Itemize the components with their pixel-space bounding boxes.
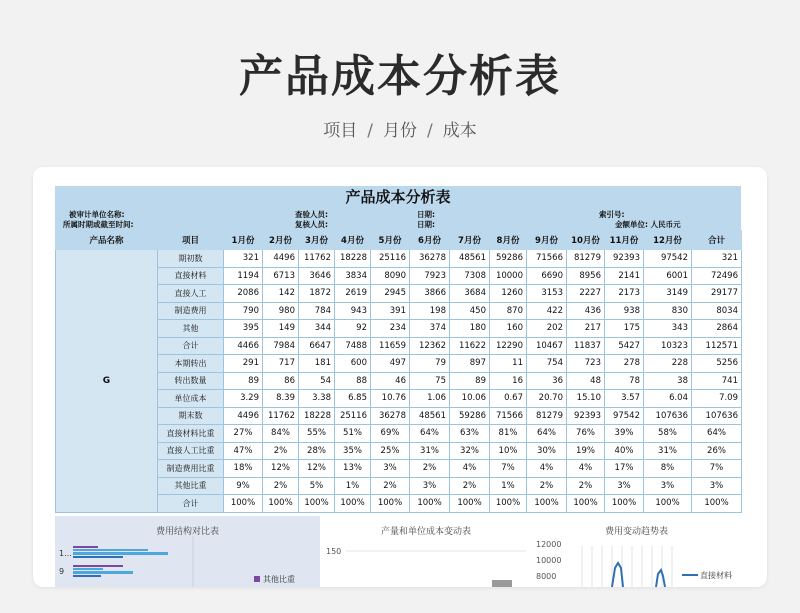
- structure-chart[interactable]: [55, 516, 320, 587]
- value-cell[interactable]: 870: [490, 302, 527, 320]
- charts-area: [55, 516, 741, 587]
- grid-lines: [582, 546, 672, 587]
- value-cell[interactable]: 741: [692, 372, 742, 390]
- value-cell[interactable]: 107636: [644, 407, 692, 425]
- value-cell[interactable]: 81279: [567, 250, 605, 268]
- value-cell[interactable]: 3.38: [299, 390, 335, 408]
- value-cell[interactable]: 3%: [644, 477, 692, 495]
- value-cell[interactable]: 31%: [644, 442, 692, 460]
- item-cell[interactable]: 直接人工比重: [158, 442, 224, 460]
- value-cell[interactable]: 100%: [299, 495, 335, 513]
- column-header: 1月份: [224, 231, 263, 250]
- page-title: 产品成本分析表: [239, 51, 561, 102]
- item-cell[interactable]: 单位成本: [158, 390, 224, 408]
- value-cell[interactable]: 790: [224, 302, 263, 320]
- bar: [73, 565, 123, 567]
- value-cell[interactable]: 12290: [490, 337, 527, 355]
- value-cell[interactable]: 8.39: [263, 390, 299, 408]
- value-cell[interactable]: 600: [335, 355, 371, 373]
- trend-chart[interactable]: [532, 516, 741, 587]
- value-cell[interactable]: 436: [567, 302, 605, 320]
- value-cell[interactable]: 92393: [567, 407, 605, 425]
- value-cell[interactable]: 8034: [692, 302, 742, 320]
- value-cell[interactable]: 321: [692, 250, 742, 268]
- audited-unit-label: 被审计单位名称:: [69, 210, 125, 219]
- value-cell[interactable]: 25116: [335, 407, 371, 425]
- value-cell[interactable]: 5%: [299, 477, 335, 495]
- bar: [73, 552, 168, 555]
- value-cell[interactable]: 497: [371, 355, 410, 373]
- value-cell[interactable]: 1%: [490, 477, 527, 495]
- preview-card: [33, 167, 767, 587]
- bar: [492, 580, 512, 587]
- value-cell[interactable]: 5427: [605, 337, 644, 355]
- value-cell[interactable]: 4466: [224, 337, 263, 355]
- value-cell[interactable]: 2227: [567, 285, 605, 303]
- value-cell[interactable]: 2%: [450, 477, 490, 495]
- cost-table: [55, 230, 742, 513]
- value-cell[interactable]: 35%: [335, 442, 371, 460]
- value-cell[interactable]: 830: [644, 302, 692, 320]
- value-cell[interactable]: 3%: [692, 477, 742, 495]
- value-cell[interactable]: 79: [410, 355, 450, 373]
- value-cell[interactable]: 69%: [371, 425, 410, 443]
- table-row: [56, 425, 742, 443]
- value-cell[interactable]: 2%: [263, 477, 299, 495]
- value-cell[interactable]: 89: [450, 372, 490, 390]
- bar: [73, 549, 148, 551]
- value-cell[interactable]: 198: [410, 302, 450, 320]
- value-cell[interactable]: 17%: [605, 460, 644, 478]
- value-cell[interactable]: 6001: [644, 267, 692, 285]
- item-cell[interactable]: 合计: [158, 337, 224, 355]
- value-cell[interactable]: 754: [527, 355, 567, 373]
- value-cell[interactable]: 112571: [692, 337, 742, 355]
- value-cell[interactable]: 175: [605, 320, 644, 338]
- value-cell[interactable]: 88: [335, 372, 371, 390]
- item-cell[interactable]: 制造费用: [158, 302, 224, 320]
- value-cell[interactable]: 48561: [450, 250, 490, 268]
- value-cell[interactable]: 100%: [527, 495, 567, 513]
- breadcrumb-separator: /: [427, 121, 433, 141]
- value-cell[interactable]: 217: [567, 320, 605, 338]
- value-cell[interactable]: 10467: [527, 337, 567, 355]
- value-cell[interactable]: 8090: [371, 267, 410, 285]
- value-cell[interactable]: 92393: [605, 250, 644, 268]
- value-cell[interactable]: 19%: [567, 442, 605, 460]
- value-cell[interactable]: 3%: [605, 477, 644, 495]
- series-line: [612, 563, 623, 587]
- value-cell[interactable]: 36278: [410, 250, 450, 268]
- value-cell[interactable]: 47%: [224, 442, 263, 460]
- value-cell[interactable]: 16: [490, 372, 527, 390]
- value-cell[interactable]: 18228: [335, 250, 371, 268]
- table-row: [56, 320, 742, 338]
- value-cell[interactable]: 10323: [644, 337, 692, 355]
- value-cell[interactable]: 10.76: [371, 390, 410, 408]
- value-cell[interactable]: 18228: [299, 407, 335, 425]
- item-cell[interactable]: 其他: [158, 320, 224, 338]
- trend-chart-svg: [532, 516, 741, 587]
- value-cell[interactable]: 291: [224, 355, 263, 373]
- value-cell[interactable]: 39%: [605, 425, 644, 443]
- value-cell[interactable]: 2%: [410, 460, 450, 478]
- value-cell[interactable]: 81%: [490, 425, 527, 443]
- output-chart[interactable]: [322, 516, 530, 587]
- value-cell[interactable]: 938: [605, 302, 644, 320]
- value-cell[interactable]: 81279: [527, 407, 567, 425]
- value-cell[interactable]: 2945: [371, 285, 410, 303]
- column-header: 4月份: [335, 231, 371, 250]
- value-cell[interactable]: 2141: [605, 267, 644, 285]
- item-cell[interactable]: 其他比重: [158, 477, 224, 495]
- value-cell[interactable]: 3149: [644, 285, 692, 303]
- value-cell[interactable]: 75: [410, 372, 450, 390]
- value-cell[interactable]: 78: [605, 372, 644, 390]
- value-cell[interactable]: 343: [644, 320, 692, 338]
- value-cell[interactable]: 84%: [263, 425, 299, 443]
- value-cell[interactable]: 25116: [371, 250, 410, 268]
- value-cell[interactable]: 10.06: [450, 390, 490, 408]
- value-cell[interactable]: 12%: [299, 460, 335, 478]
- product-name-cell[interactable]: G: [56, 250, 158, 513]
- value-cell[interactable]: 97542: [605, 407, 644, 425]
- bar: [73, 575, 101, 577]
- item-cell[interactable]: 直接材料: [158, 267, 224, 285]
- value-cell[interactable]: 321: [224, 250, 263, 268]
- value-cell[interactable]: 2%: [371, 477, 410, 495]
- axis-label: 9: [59, 567, 65, 576]
- bar: [73, 546, 98, 548]
- value-cell[interactable]: 4496: [224, 407, 263, 425]
- value-cell[interactable]: 59286: [450, 407, 490, 425]
- value-cell[interactable]: 7488: [335, 337, 371, 355]
- value-cell[interactable]: 2%: [263, 442, 299, 460]
- checker-label: 查验人员:: [295, 210, 328, 219]
- value-cell[interactable]: 64%: [410, 425, 450, 443]
- value-cell[interactable]: 11659: [371, 337, 410, 355]
- value-cell[interactable]: 181: [299, 355, 335, 373]
- value-cell[interactable]: 89: [224, 372, 263, 390]
- value-cell[interactable]: 54: [299, 372, 335, 390]
- value-cell[interactable]: 38: [644, 372, 692, 390]
- value-cell[interactable]: 3%: [371, 460, 410, 478]
- value-cell[interactable]: 1%: [335, 477, 371, 495]
- value-cell[interactable]: 28%: [299, 442, 335, 460]
- value-cell[interactable]: 6.04: [644, 390, 692, 408]
- value-cell[interactable]: 15.10: [567, 390, 605, 408]
- value-cell[interactable]: 86: [263, 372, 299, 390]
- bar: [73, 556, 123, 558]
- value-cell[interactable]: 76%: [567, 425, 605, 443]
- breadcrumb-item[interactable]: 月份: [383, 121, 417, 141]
- value-cell[interactable]: 374: [410, 320, 450, 338]
- value-cell[interactable]: 8%: [644, 460, 692, 478]
- column-header: 7月份: [450, 231, 490, 250]
- value-cell[interactable]: 107636: [692, 407, 742, 425]
- value-cell[interactable]: 71566: [527, 250, 567, 268]
- value-cell[interactable]: 59286: [490, 250, 527, 268]
- value-cell[interactable]: 63%: [450, 425, 490, 443]
- value-cell[interactable]: 29177: [692, 285, 742, 303]
- value-cell[interactable]: 980: [263, 302, 299, 320]
- value-cell[interactable]: 51%: [335, 425, 371, 443]
- table-row: [56, 267, 742, 285]
- value-cell[interactable]: 100%: [410, 495, 450, 513]
- column-header: 产品名称: [56, 231, 158, 250]
- value-cell[interactable]: 100%: [490, 495, 527, 513]
- chart-title: 产量和单位成本变动表: [380, 527, 471, 537]
- value-cell[interactable]: 391: [371, 302, 410, 320]
- value-cell[interactable]: 48: [567, 372, 605, 390]
- value-cell[interactable]: 48561: [410, 407, 450, 425]
- spreadsheet: [55, 186, 741, 513]
- value-cell[interactable]: 7308: [450, 267, 490, 285]
- table-row: [56, 495, 742, 513]
- item-cell[interactable]: 转出数量: [158, 372, 224, 390]
- table-row: [56, 460, 742, 478]
- item-cell[interactable]: 本期转出: [158, 355, 224, 373]
- value-cell[interactable]: 450: [450, 302, 490, 320]
- value-cell[interactable]: 3.57: [605, 390, 644, 408]
- axis-tick: 10000: [536, 556, 562, 565]
- value-cell[interactable]: 100%: [224, 495, 263, 513]
- value-cell[interactable]: 64%: [527, 425, 567, 443]
- axis-tick: 8000: [536, 572, 557, 581]
- value-cell[interactable]: 7%: [490, 460, 527, 478]
- item-cell[interactable]: 直接人工: [158, 285, 224, 303]
- value-cell[interactable]: 12362: [410, 337, 450, 355]
- value-cell[interactable]: 2864: [692, 320, 742, 338]
- item-cell[interactable]: 合计: [158, 495, 224, 513]
- value-cell[interactable]: 13%: [335, 460, 371, 478]
- value-cell[interactable]: 897: [450, 355, 490, 373]
- chart-title: 费用变动趋势表: [604, 527, 668, 537]
- value-cell[interactable]: 9%: [224, 477, 263, 495]
- value-cell[interactable]: 36278: [371, 407, 410, 425]
- column-header: 12月份: [644, 231, 692, 250]
- column-header: 5月份: [371, 231, 410, 250]
- value-cell[interactable]: 11762: [263, 407, 299, 425]
- chart-title: 费用结构对比表: [155, 527, 219, 537]
- column-header: 8月份: [490, 231, 527, 250]
- period-label: 所属时期或截至时间:: [63, 220, 134, 229]
- item-cell[interactable]: 制造费用比重: [158, 460, 224, 478]
- value-cell[interactable]: 4%: [527, 460, 567, 478]
- value-cell[interactable]: 58%: [644, 425, 692, 443]
- value-cell[interactable]: 2619: [335, 285, 371, 303]
- index-label: 索引号:: [599, 210, 625, 219]
- value-cell[interactable]: 228: [644, 355, 692, 373]
- value-cell[interactable]: 2173: [605, 285, 644, 303]
- value-cell[interactable]: 100%: [335, 495, 371, 513]
- breadcrumb: [0, 116, 800, 141]
- value-cell[interactable]: 2086: [224, 285, 263, 303]
- value-cell[interactable]: 25%: [371, 442, 410, 460]
- output-chart-svg: [322, 516, 530, 587]
- value-cell[interactable]: 97542: [644, 250, 692, 268]
- value-cell[interactable]: 72496: [692, 267, 742, 285]
- breadcrumb-item[interactable]: 成本: [442, 121, 477, 141]
- value-cell[interactable]: 55%: [299, 425, 335, 443]
- value-cell[interactable]: 3646: [299, 267, 335, 285]
- value-cell[interactable]: 717: [263, 355, 299, 373]
- value-cell[interactable]: 12%: [263, 460, 299, 478]
- value-cell[interactable]: 10%: [490, 442, 527, 460]
- value-cell[interactable]: 11: [490, 355, 527, 373]
- date-label: 日期:: [417, 210, 435, 219]
- value-cell[interactable]: 7%: [692, 460, 742, 478]
- value-cell[interactable]: 11762: [299, 250, 335, 268]
- unit-label: 金额单位: 人民币元: [615, 220, 681, 229]
- table-row: [56, 337, 742, 355]
- value-cell[interactable]: 100%: [605, 495, 644, 513]
- value-cell[interactable]: 943: [335, 302, 371, 320]
- value-cell[interactable]: 344: [299, 320, 335, 338]
- value-cell[interactable]: 723: [567, 355, 605, 373]
- table-row: [56, 355, 742, 373]
- bar: [73, 571, 133, 574]
- value-cell[interactable]: 3684: [450, 285, 490, 303]
- value-cell[interactable]: 202: [527, 320, 567, 338]
- value-cell[interactable]: 11622: [450, 337, 490, 355]
- table-row: [56, 302, 742, 320]
- value-cell[interactable]: 0.67: [490, 390, 527, 408]
- value-cell[interactable]: 100%: [263, 495, 299, 513]
- value-cell[interactable]: 6.85: [335, 390, 371, 408]
- bar: [73, 568, 103, 570]
- value-cell[interactable]: 100%: [450, 495, 490, 513]
- reviewer-label: 复核人员:: [295, 220, 328, 229]
- item-cell[interactable]: 期末数: [158, 407, 224, 425]
- value-cell[interactable]: 6647: [299, 337, 335, 355]
- value-cell[interactable]: 32%: [450, 442, 490, 460]
- table-row: [56, 250, 742, 268]
- column-header: 6月份: [410, 231, 450, 250]
- value-cell[interactable]: 5256: [692, 355, 742, 373]
- column-header: 项目: [158, 231, 224, 250]
- table-row: [56, 372, 742, 390]
- value-cell[interactable]: 100%: [567, 495, 605, 513]
- value-cell[interactable]: 7923: [410, 267, 450, 285]
- value-cell[interactable]: 11837: [567, 337, 605, 355]
- sheet-title: 产品成本分析表: [55, 186, 741, 208]
- legend-swatch: [254, 576, 260, 582]
- value-cell[interactable]: 278: [605, 355, 644, 373]
- value-cell[interactable]: 160: [490, 320, 527, 338]
- axis-tick: 12000: [536, 540, 562, 549]
- value-cell[interactable]: 3.29: [224, 390, 263, 408]
- series-line: [656, 570, 665, 587]
- column-header: 合计: [692, 231, 742, 250]
- column-header: 9月份: [527, 231, 567, 250]
- column-header: 11月份: [605, 231, 644, 250]
- value-cell[interactable]: 2%: [527, 477, 567, 495]
- date-label: 日期:: [417, 220, 435, 229]
- value-cell[interactable]: 3866: [410, 285, 450, 303]
- value-cell[interactable]: 395: [224, 320, 263, 338]
- value-cell[interactable]: 1872: [299, 285, 335, 303]
- value-cell[interactable]: 100%: [644, 495, 692, 513]
- column-header: 3月份: [299, 231, 335, 250]
- value-cell[interactable]: 1260: [490, 285, 527, 303]
- value-cell[interactable]: 4%: [567, 460, 605, 478]
- table-row: [56, 442, 742, 460]
- value-cell[interactable]: 2%: [567, 477, 605, 495]
- value-cell[interactable]: 7.09: [692, 390, 742, 408]
- value-cell[interactable]: 46: [371, 372, 410, 390]
- value-cell[interactable]: 3153: [527, 285, 567, 303]
- value-cell[interactable]: 10000: [490, 267, 527, 285]
- value-cell[interactable]: 40%: [605, 442, 644, 460]
- item-cell[interactable]: 期初数: [158, 250, 224, 268]
- value-cell[interactable]: 100%: [692, 495, 742, 513]
- item-cell[interactable]: 直接材料比重: [158, 425, 224, 443]
- legend-label: 其他比重: [263, 575, 295, 584]
- value-cell[interactable]: 8956: [567, 267, 605, 285]
- value-cell[interactable]: 18%: [224, 460, 263, 478]
- axis-tick: 150: [326, 547, 342, 556]
- value-cell[interactable]: 180: [450, 320, 490, 338]
- structure-chart-svg: [55, 516, 320, 587]
- value-cell[interactable]: 4%: [450, 460, 490, 478]
- value-cell[interactable]: 234: [371, 320, 410, 338]
- value-cell[interactable]: 6690: [527, 267, 567, 285]
- value-cell[interactable]: 1.06: [410, 390, 450, 408]
- table-header-row: [56, 231, 742, 250]
- value-cell[interactable]: 71566: [490, 407, 527, 425]
- value-cell[interactable]: 3834: [335, 267, 371, 285]
- legend-label: 直接材料: [700, 571, 732, 580]
- value-cell[interactable]: 30%: [527, 442, 567, 460]
- value-cell[interactable]: 20.70: [527, 390, 567, 408]
- breadcrumb-item[interactable]: 项目: [323, 121, 358, 141]
- column-header: 2月份: [263, 231, 299, 250]
- axis-label: 1...: [59, 549, 72, 558]
- value-cell[interactable]: 4496: [263, 250, 299, 268]
- value-cell[interactable]: 31%: [410, 442, 450, 460]
- value-cell[interactable]: 1194: [224, 267, 263, 285]
- table-row: [56, 285, 742, 303]
- value-cell[interactable]: 100%: [371, 495, 410, 513]
- table-row: [56, 390, 742, 408]
- value-cell[interactable]: 142: [263, 285, 299, 303]
- value-cell[interactable]: 7984: [263, 337, 299, 355]
- breadcrumb-separator: /: [367, 121, 373, 141]
- value-cell[interactable]: 149: [263, 320, 299, 338]
- value-cell[interactable]: 26%: [692, 442, 742, 460]
- value-cell[interactable]: 3%: [410, 477, 450, 495]
- value-cell[interactable]: 64%: [692, 425, 742, 443]
- column-header: 10月份: [567, 231, 605, 250]
- table-row: [56, 477, 742, 495]
- sheet-meta: [55, 208, 741, 230]
- value-cell[interactable]: 422: [527, 302, 567, 320]
- table-row: [56, 407, 742, 425]
- value-cell[interactable]: 92: [335, 320, 371, 338]
- value-cell[interactable]: 784: [299, 302, 335, 320]
- value-cell[interactable]: 36: [527, 372, 567, 390]
- value-cell[interactable]: 6713: [263, 267, 299, 285]
- value-cell[interactable]: 27%: [224, 425, 263, 443]
